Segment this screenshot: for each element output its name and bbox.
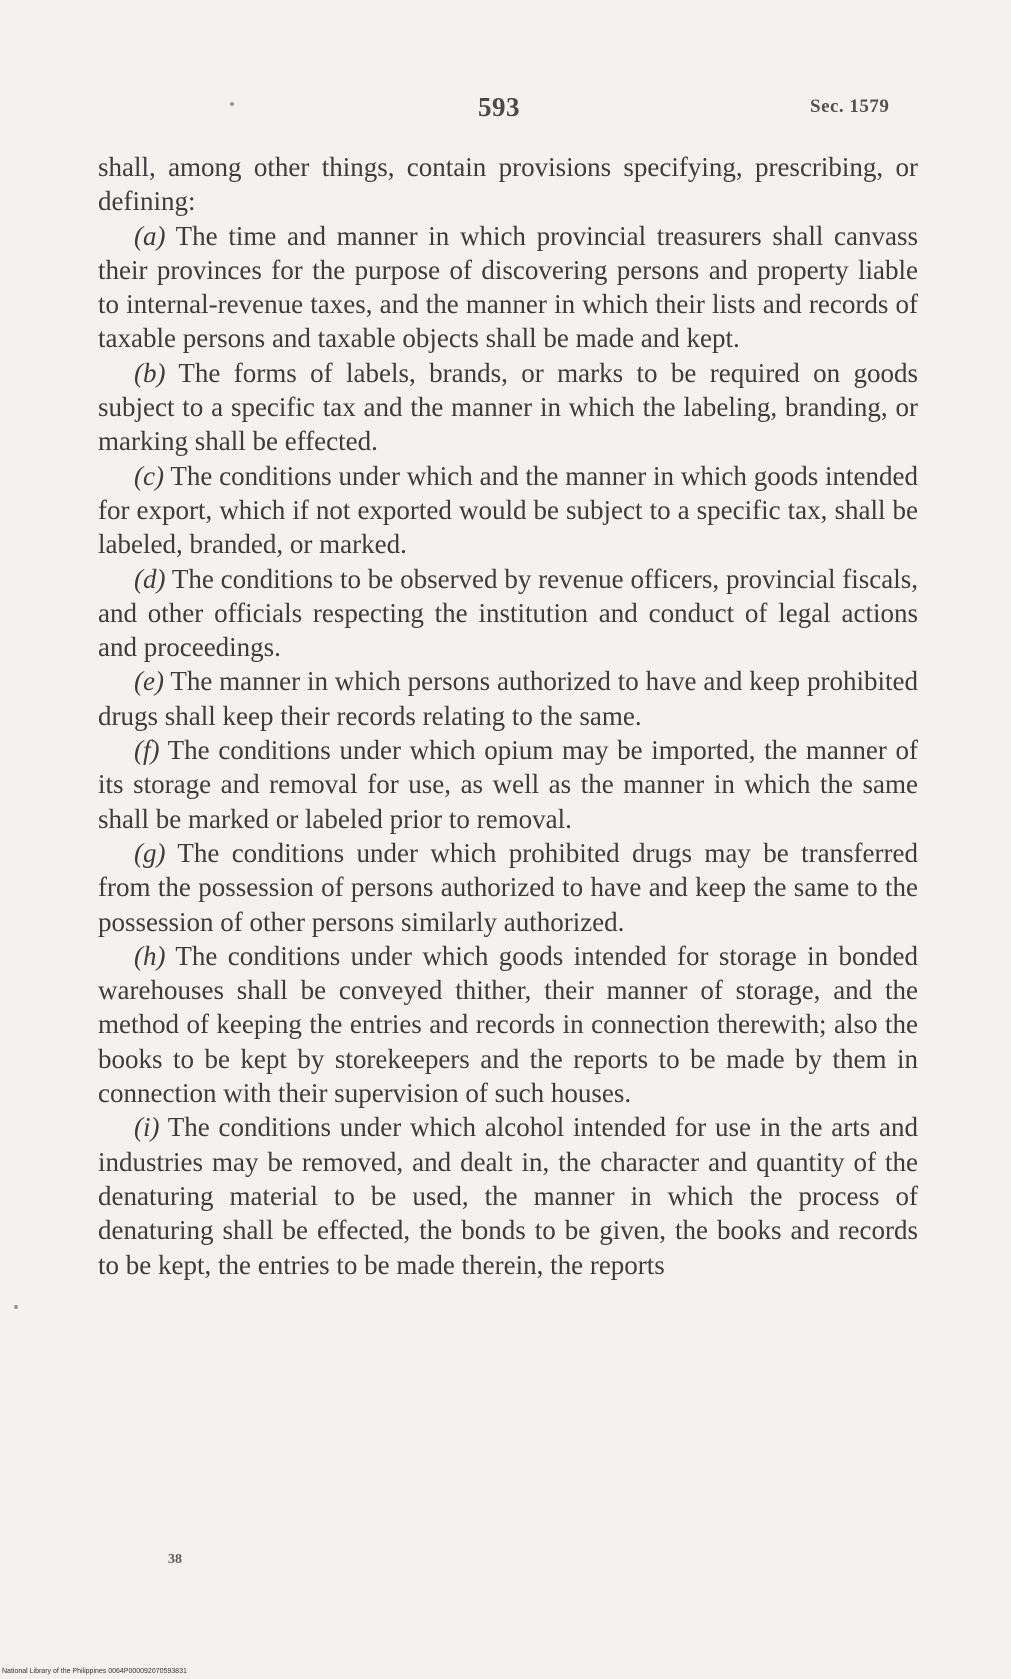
body-text bbox=[98, 150, 918, 1282]
intro-paragraph: shall, among other things, contain provisions specifying, prescribing, or defining: bbox=[98, 152, 918, 217]
scan-speck bbox=[230, 102, 234, 106]
paragraph-e bbox=[98, 664, 918, 733]
paragraph-g bbox=[98, 836, 918, 939]
scan-speck bbox=[14, 1305, 18, 1309]
paragraph-i bbox=[98, 1110, 918, 1281]
page-header bbox=[0, 92, 1011, 132]
paragraph-letter: (f) bbox=[134, 735, 160, 766]
footer-archive-label: National Library of the Philippines 0064P000092070593831 bbox=[2, 1668, 187, 1675]
paragraph-d bbox=[98, 562, 918, 665]
paragraph-text: The conditions under which goods intended for storage in bonded warehouses shall be conveyed thither, their manner of storage, and the method of keeping the entries and records in connection therewith; also the books to be kept by storekeepers and the reports to be made by them in connection with their supervision of such houses. bbox=[98, 940, 918, 1109]
paragraph-text: The conditions under which and the manner in which goods intended for export, which if not exported would be subject to a specific tax, shall be labeled, branded, or marked. bbox=[98, 460, 919, 560]
paragraph-text: The conditions under which prohibited drugs may be transferred from the possession of persons authorized to have and keep the same to the possession of other persons similarly authorized. bbox=[98, 837, 918, 937]
paragraph-letter: (i) bbox=[134, 1112, 160, 1143]
paragraph-text: The manner in which persons authorized to have and keep prohibited drugs shall keep their records relating to the same. bbox=[98, 666, 918, 731]
paragraph-h bbox=[98, 939, 918, 1110]
paragraph-text: The conditions under which alcohol intended for use in the arts and industries may be removed, and dealt in, the character and quantity of the denaturing material to be used, the manner in which the process of denaturing shall be effected, the bonds to be given, the books and records to be kept, the entries to be made therein, the reports bbox=[98, 1112, 918, 1280]
paragraph-text: The conditions under which opium may be imported, the manner of its storage and removal for use, as well as the manner in which the same shall be marked or labeled prior to removal. bbox=[98, 735, 918, 834]
paragraph-text: The forms of labels, brands, or marks to be required on goods subject to a specific tax and the manner in which the labeling, branding, or marking shall be effected. bbox=[98, 357, 918, 457]
paragraph-letter: (e) bbox=[134, 666, 164, 697]
paragraph-letter: (g) bbox=[134, 837, 166, 868]
paragraph-text: The time and manner in which provincial treasurers shall canvass their provinces for the purpose of discovering persons and property liable to internal-revenue taxes, and the manner in which their lists and records of taxable persons and taxable objects shall be made and kept. bbox=[98, 220, 918, 354]
paragraph-letter: (h) bbox=[134, 940, 166, 971]
signature-mark: 38 bbox=[168, 1552, 182, 1567]
paragraph-letter: (a) bbox=[134, 220, 166, 251]
page-number: 593 bbox=[478, 92, 520, 122]
paragraph-c bbox=[98, 459, 918, 562]
paragraph-a bbox=[98, 219, 918, 356]
section-reference: Sec. 1579 bbox=[810, 96, 890, 117]
paragraph-letter: (b) bbox=[134, 357, 166, 388]
paragraph-f bbox=[98, 733, 918, 836]
paragraph-text: The conditions to be observed by revenue officers, provincial fiscals, and other officials respecting the institution and conduct of legal actions and proceedings. bbox=[98, 563, 918, 663]
paragraph-letter: (c) bbox=[134, 460, 164, 491]
paragraph-letter: (d) bbox=[134, 563, 166, 594]
paragraph-b bbox=[98, 356, 918, 459]
